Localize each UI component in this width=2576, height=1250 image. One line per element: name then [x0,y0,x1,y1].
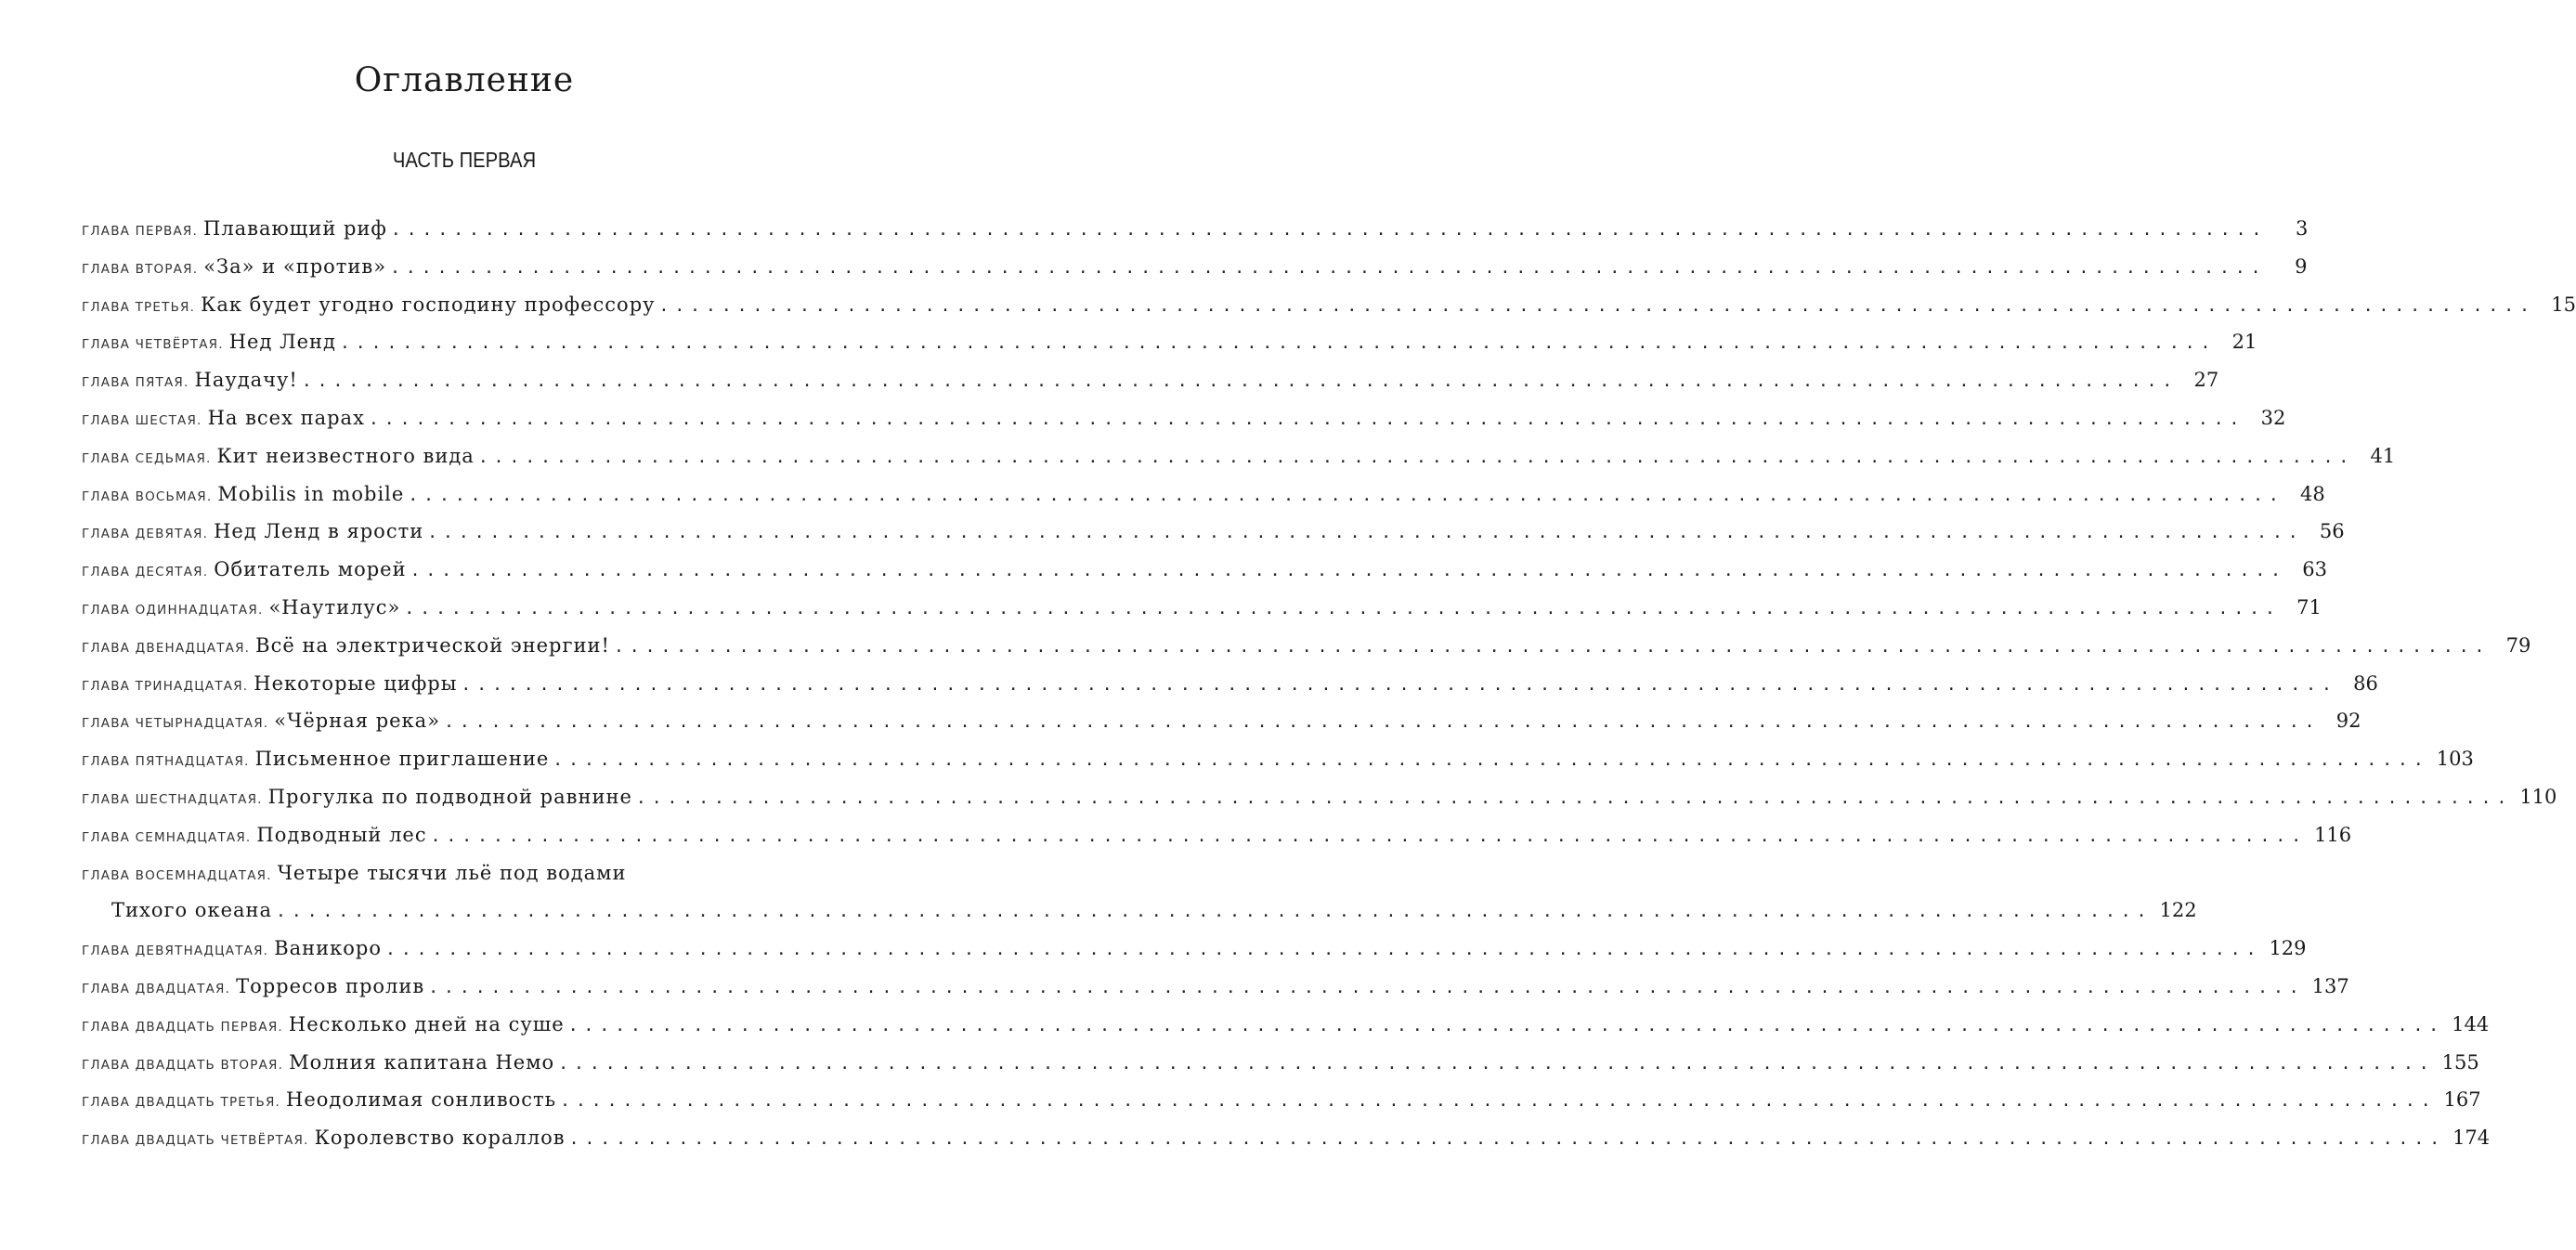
page-number: 56 [2319,520,2345,543]
chapter-label: ГЛАВА ТРЕТЬЯ. [82,299,196,315]
chapter-title: Торресов пролив [236,974,425,997]
page-number: 103 [2436,748,2474,771]
dot-leader: ........................................................................................................................ [553,750,2429,771]
chapter-label: ГЛАВА ПЕРВАЯ. [82,224,198,239]
chapter-title: Письменное приглашение [254,748,550,771]
chapter-title: Mobilis in mobile [217,482,405,505]
dot-leader: ........................................................................................................................ [390,257,2267,278]
chapter-title: Нед Ленд [228,331,336,354]
dot-leader: ........................................................................................................................ [385,940,2262,960]
toc-entry-2[interactable] [82,254,2308,293]
page-number: 63 [2302,558,2328,581]
dot-leader: ........................................................................................................................ [461,674,2337,695]
page-number: 41 [2370,444,2396,467]
chapter-title: «Чёрная река» [274,710,441,733]
toc-entry-13[interactable] [82,671,2378,710]
page-number: 116 [2314,823,2352,846]
chapter-title: Обитатель морей [214,558,407,581]
page-number: 144 [2452,1012,2490,1035]
toc-entry-4[interactable] [82,331,2257,369]
chapter-title: Несколько дней на суше [288,1012,565,1035]
dot-leader: ........................................................................................................................ [276,902,2153,922]
dot-leader: ........................................................................................................................ [390,220,2268,240]
chapter-label: ГЛАВА ШЕСТНАДЦАТАЯ. [82,791,263,807]
dot-leader: ........................................................................................................................ [404,598,2281,618]
chapter-label: ГЛАВА СЕДЬМАЯ. [82,450,212,466]
chapter-label: ГЛАВА ЧЕТВЁРТАЯ. [82,337,224,353]
chapter-title: Плавающий риф [203,217,387,240]
page-number: 137 [2311,974,2349,997]
page-number: 174 [2452,1126,2491,1150]
chapter-title: Подводный лес [256,823,427,846]
chapter-title: Наудачу! [194,369,298,392]
chapter-label: ГЛАВА ДВАДЦАТЬ ТРЕТЬЯ. [82,1095,281,1111]
toc-entry-18-continued[interactable] [82,899,2197,937]
toc-entry-16[interactable] [82,785,2557,824]
page-number: 48 [2300,482,2325,505]
dot-leader: ........................................................................................................................ [408,485,2284,505]
toc-entry-20[interactable] [82,974,2349,1013]
dot-leader: ........................................................................................................................ [368,409,2245,429]
chapter-label: ГЛАВА ДВАДЦАТЬ ПЕРВАЯ. [82,1019,283,1035]
chapter-label: ГЛАВА ТРИНАДЦАТАЯ. [82,678,249,694]
toc-entry-11[interactable] [82,595,2322,634]
chapter-label: ГЛАВА ВТОРАЯ. [82,261,199,277]
chapter-label: ГЛАВА ДВАДЦАТЬ ЧЕТВЁРТАЯ. [82,1133,309,1149]
chapter-title: Неодолимая сонливость [286,1088,557,1112]
chapter-title: Молния капитана Немо [289,1050,555,1074]
dot-leader: ........................................................................................................................ [477,447,2355,467]
chapter-label: ГЛАВА ДВАДЦАТАЯ. [82,981,231,996]
chapter-title: Четыре тысячи льё под водами [277,861,627,884]
toc-entry-23[interactable] [82,1088,2481,1126]
chapter-label: ГЛАВА ВОСЕМНАДЦАТАЯ. [82,867,272,883]
toc-entry-12[interactable] [82,633,2531,672]
toc-entry-24[interactable] [82,1126,2491,1165]
chapter-label: ГЛАВА ДЕСЯТАЯ. [82,565,209,580]
toc-entry-5[interactable] [82,369,2219,407]
toc-entry-10[interactable] [82,558,2328,596]
dot-leader: ........................................................................................................................ [560,1091,2437,1112]
dot-leader: ........................................................................................................................ [301,371,2179,392]
toc-entry-9[interactable] [82,520,2345,558]
chapter-title: Кит неизвестного вида [216,444,475,467]
page-number: 71 [2296,595,2322,618]
page-number: 79 [2505,633,2531,657]
toc-entry-8[interactable] [82,482,2325,521]
dot-leader: ........................................................................................................................ [427,523,2304,543]
chapter-label: ГЛАВА ДВАДЦАТЬ ВТОРАЯ. [82,1057,284,1073]
toc-entry-14[interactable] [82,710,2361,748]
page-number: 155 [2441,1050,2479,1074]
chapter-label: ГЛАВА ПЯТНАДЦАТАЯ. [82,754,250,770]
chapter-label: ГЛАВА СЕМНАДЦАТАЯ. [82,829,252,845]
chapter-title: Нед Ленд в ярости [214,520,424,543]
chapter-title: Прогулка по подводной равнине [267,785,632,808]
chapter-label: ГЛАВА ВОСЬМАЯ. [82,488,213,504]
toc-entry-15[interactable] [82,748,2474,786]
page-number: 167 [2443,1088,2481,1112]
page-number: 3 [2295,217,2309,240]
chapter-title: Как будет угодно господину профессору [201,293,656,316]
chapter-label: ГЛАВА ЧЕТЫРНАДЦАТАЯ. [82,716,269,732]
dot-leader: ........................................................................................................................ [558,1053,2435,1074]
chapter-title-continued: Тихого океана [111,899,273,922]
toc-entry-19[interactable] [82,937,2307,975]
toc-entry-17[interactable] [82,823,2352,862]
page-number: 92 [2335,710,2361,733]
table-of-contents [82,217,2576,1165]
dot-leader: ........................................................................................................................ [430,826,2308,846]
chapter-title: «За» и «против» [203,254,387,278]
chapter-title: Королевство кораллов [314,1126,566,1150]
toc-entry-22[interactable] [82,1050,2479,1089]
toc-entry-21[interactable] [82,1012,2490,1051]
page-number: 15 [2551,293,2576,316]
dot-leader: ........................................................................................................................ [635,788,2513,808]
chapter-title: «Наутилус» [268,595,401,618]
chapter-title: Некоторые цифры [254,671,458,695]
dot-leader: ........................................................................................................................ [567,1015,2445,1035]
toc-entry-3[interactable] [82,293,2576,332]
chapter-label: ГЛАВА ДЕВЯТНАДЦАТАЯ. [82,944,269,959]
page-number: 9 [2295,254,2308,278]
chapter-label: ГЛАВА ШЕСТАЯ. [82,412,202,428]
chapter-label: ГЛАВА ПЯТАЯ. [82,375,189,391]
page-number: 27 [2193,369,2219,392]
toc-entry-18[interactable] [82,862,847,900]
page-number: 129 [2269,937,2307,960]
page-number: 32 [2260,406,2286,429]
page-number: 110 [2519,785,2557,808]
page-number: 122 [2159,899,2197,922]
chapter-title: Ваникоро [274,937,382,960]
chapter-label: ГЛАВА ДВЕНАДЦАТАЯ. [82,640,251,656]
dot-leader: ........................................................................................................................ [410,561,2287,581]
chapter-label: ГЛАВА ОДИННАДЦАТАЯ. [82,602,264,618]
dot-leader: ........................................................................................................................ [339,333,2217,354]
page-title: Оглавление [354,61,575,99]
page-number: 86 [2353,671,2378,695]
dot-leader: ........................................................................................................................ [444,712,2321,733]
dot-leader: ........................................................................................................................ [613,636,2491,657]
dot-leader: ........................................................................................................................ [428,977,2305,997]
toc-entry-7[interactable] [82,444,2396,483]
toc-entry-1[interactable] [82,217,2309,255]
chapter-title: Всё на электрической энергии! [255,633,610,657]
toc-entry-6[interactable] [82,406,2286,445]
dot-leader: ........................................................................................................................ [568,1129,2446,1150]
chapter-label: ГЛАВА ДЕВЯТАЯ. [82,527,209,542]
dot-leader: ........................................................................................................................ [658,295,2535,316]
page-number: 21 [2231,331,2257,354]
part-heading: ЧАСТЬ ПЕРВАЯ [392,148,537,172]
chapter-title: На всех парах [207,406,365,429]
